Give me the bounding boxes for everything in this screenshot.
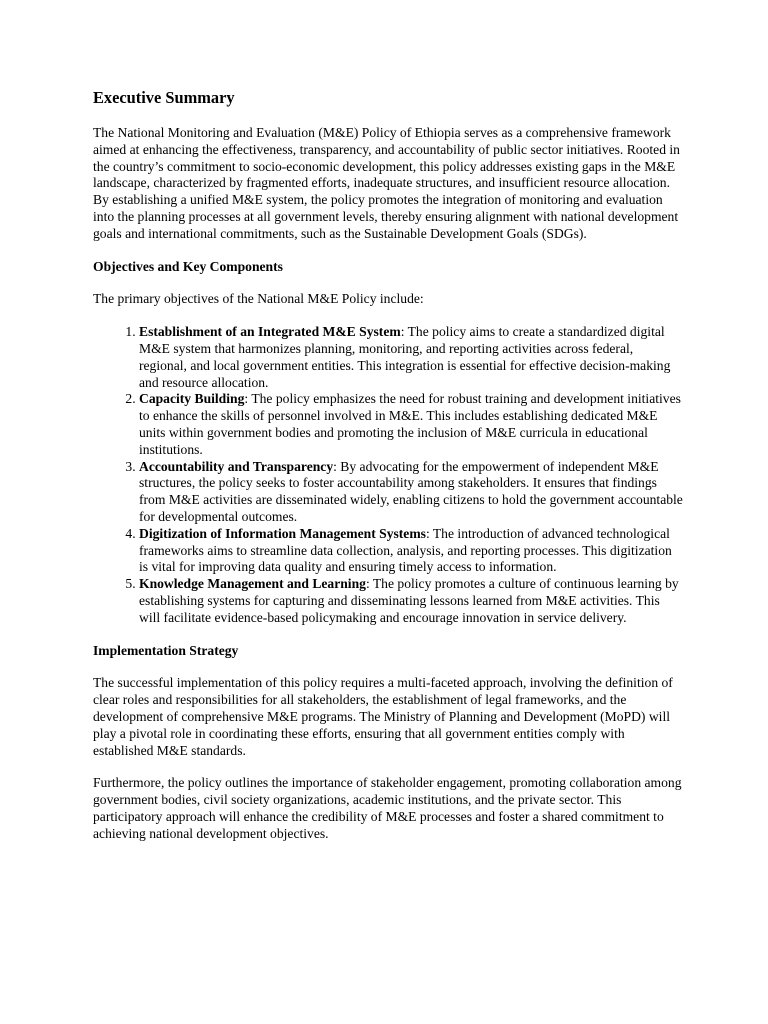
objectives-intro: The primary objectives of the National M&E Policy include: bbox=[93, 291, 424, 307]
list-item-text: : The policy emphasizes the need for robust training and development initiatives to enhance the skills of personnel involved in M&E. This includes establishing dedicated M&E units within government bodies and promoting the inclusion of M&E curricula in educational institutions. bbox=[139, 391, 681, 457]
list-item-title: Accountability and Transparency bbox=[139, 458, 334, 474]
implementation-paragraph-2: Furthermore, the policy outlines the importance of stakeholder engagement, promoting collaboration among government bodies, civil society organizations, academic institutions, and the private sector. This participatory approach will enhance the credibility of M&E processes and foster a shared commitment to achieving national development objectives. bbox=[93, 775, 682, 841]
document-page bbox=[93, 88, 683, 858]
objectives-list bbox=[93, 324, 683, 626]
list-item bbox=[139, 526, 683, 576]
implementation-paragraph-1: The successful implementation of this policy requires a multi-faceted approach, involving the definition of clear roles and responsibilities for all stakeholders, the establishment of legal frameworks, and the development of comprehensive M&E programs. The Ministry of Planning and Development (MoPD) will play a pivotal role in coordinating these efforts, ensuring that all government entities comply with established M&E standards. bbox=[93, 675, 673, 758]
list-item-title: Establishment of an Integrated M&E System bbox=[139, 324, 401, 340]
implementation-heading: Implementation Strategy bbox=[93, 642, 239, 658]
intro-paragraph: The National Monitoring and Evaluation (M&E) Policy of Ethiopia serves as a comprehensive framework aimed at enhancing the effectiveness, transparency, and accountability of public sector initiatives. Rooted in the country’s commitment to socio-economic development, this policy addresses existing gaps in the M&E landscape, characterized by fragmented efforts, inadequate structures, and insufficient resource allocation. By establishing a unified M&E system, the policy promotes the integration of monitoring and evaluation into the planning processes at all government levels, thereby ensuring alignment with national development goals and international commitments, such as the Sustainable Development Goals (SDGs). bbox=[93, 125, 680, 241]
list-item-title: Digitization of Information Management Systems bbox=[139, 525, 426, 541]
list-item bbox=[139, 324, 683, 391]
list-item-title: Capacity Building bbox=[139, 391, 245, 407]
list-item-text: : By advocating for the empowerment of independent M&E structures, the policy seeks to foster accountability among stakeholders. It ensures that findings from M&E activities are disseminated widely, enabling citizens to hold the government accountable for developmental outcomes. bbox=[139, 458, 683, 524]
list-item-text: : The policy promotes a culture of continuous learning by establishing systems for capturing and disseminating lessons learned from M&E activities. This will facilitate evidence-based policymaking and encourage innovation in service delivery. bbox=[139, 576, 679, 625]
list-item-text: : The policy aims to create a standardized digital M&E system that harmonizes planning, monitoring, and reporting activities across federal, regional, and local government entities. This integration is essential for effective decision-making and resource allocation. bbox=[139, 324, 671, 390]
objectives-heading: Objectives and Key Components bbox=[93, 258, 283, 274]
list-item-text: : The introduction of advanced technological frameworks aims to streamline data collection, analysis, and reporting processes. This digitization is vital for improving data quality and ensuring timely access to information. bbox=[139, 525, 672, 575]
list-item bbox=[139, 576, 683, 626]
list-item-title: Knowledge Management and Learning bbox=[139, 576, 366, 592]
list-item bbox=[139, 459, 683, 526]
page-title: Executive Summary bbox=[93, 88, 235, 107]
list-item bbox=[139, 391, 683, 458]
